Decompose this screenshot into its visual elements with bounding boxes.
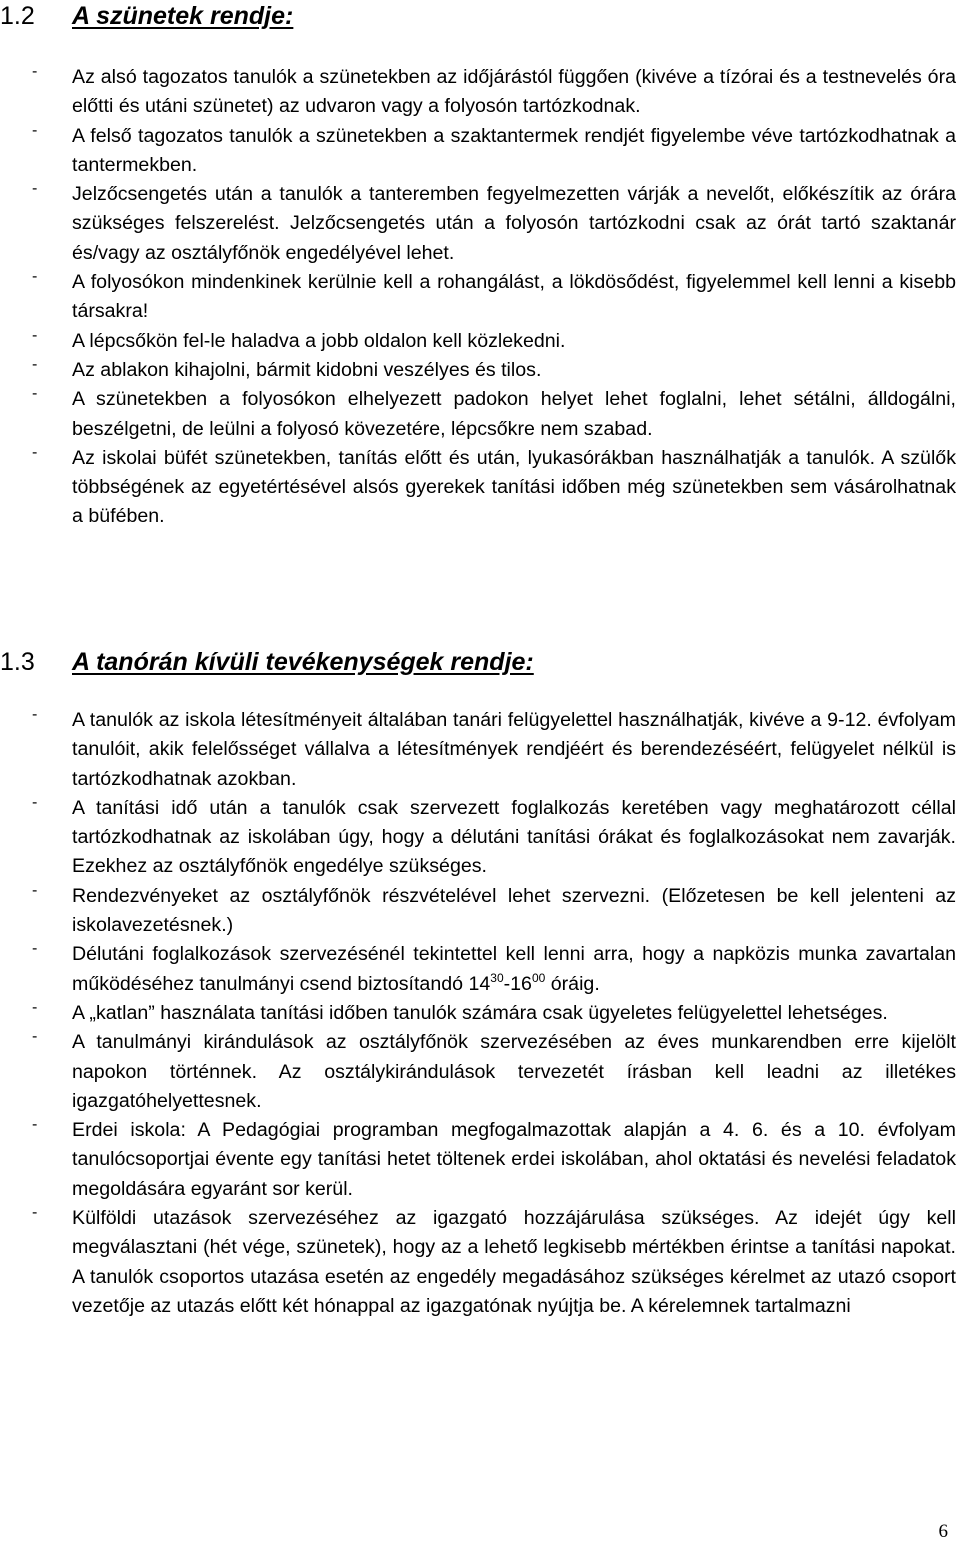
list-marker: -	[32, 1204, 38, 1222]
rules-list-breaks	[0, 63, 960, 532]
list-item-text	[72, 940, 956, 999]
list-item	[0, 1116, 956, 1204]
list-marker: -	[32, 268, 38, 286]
list-marker: -	[32, 940, 38, 958]
list-marker: -	[32, 180, 38, 198]
list-item-text: Az alsó tagozatos tanulók a szünetekben az időjárástól függően (kivéve a tízórai és a testnevelés óra előtti és utáni szünetet) az udvaron vagy a folyosón tartózkodnak.	[72, 66, 956, 118]
list-item-text: Külföldi utazások szervezéséhez az igazgató hozzájárulása szükséges. Az idejét úgy kell megválasztani (hét vége, szünetek), hogy az a lehető legkisebb mértékben érintse a tanítási napokat. A tanulók csoportos utazása esetén az engedély megadásához szükséges kérelmet az utazó csoport vezetője az utazás előtt két hónappal az igazgatónak nyújtja be. A kérelemnek tartalmazni	[72, 1207, 956, 1317]
list-marker: -	[32, 1028, 38, 1046]
list-item	[0, 1204, 956, 1321]
list-item	[0, 940, 956, 999]
section-title: A tanórán kívüli tevékenységek rendje:	[72, 648, 534, 676]
list-item-text: Jelzőcsengetés után a tanulók a tanteremben fegyelmezetten várják a nevelőt, előkészítik az órára szükséges felszerelést. Jelzőcsengetés után a folyosón tartózkodni csak az órát tartó szaktanár és/vagy az osztályfőnök engedélyével lehet.	[72, 183, 956, 264]
list-item-text: A lépcsőkön fel-le haladva a jobb oldalon kell közlekedni.	[72, 329, 566, 352]
list-item	[0, 268, 956, 327]
list-marker: -	[32, 706, 38, 723]
text-mid: -16	[503, 972, 532, 995]
list-item-text: A folyosókon mindenkinek kerülnie kell a rohangálást, a lökdösődést, figyelemmel kell lenni a kisebb társakra!	[72, 271, 956, 323]
section-title: A szünetek rendje:	[72, 2, 294, 30]
text-after: óráig.	[545, 972, 600, 995]
list-item-text: Erdei iskola: A Pedagógiai programban megfogalmazottak alapján a 4. 6. és a 10. évfolyam tanulócsoportjai évente egy tanítási hetet töltenek erdei iskolában, ahol oktatási és nevelési feladatok megoldására egyaránt sor kerül.	[72, 1119, 956, 1200]
list-item-text: A felső tagozatos tanulók a szünetekben a szaktantermek rendjét figyelembe véve tartózkodhatnak a tantermekben.	[72, 124, 956, 176]
superscript-minutes-start: 30	[490, 970, 504, 985]
list-item	[0, 999, 956, 1028]
list-marker: -	[32, 1116, 38, 1134]
list-marker: -	[32, 443, 38, 461]
list-marker: -	[32, 355, 38, 373]
section-number: 1.3	[0, 648, 35, 676]
list-item-text: Az ablakon kihajolni, bármit kidobni veszélyes és tilos.	[72, 358, 542, 381]
list-item	[0, 327, 956, 356]
list-item	[0, 385, 956, 444]
list-item	[0, 444, 956, 532]
list-marker: -	[32, 326, 38, 344]
list-item-text: Rendezvényeket az osztályfőnök részvételével lehet szervezni. (Előzetesen be kell jelenteni az iskolavezetésnek.)	[72, 884, 956, 937]
list-marker: -	[32, 385, 38, 403]
list-item	[0, 1028, 956, 1116]
superscript-minutes-end: 00	[531, 970, 546, 985]
list-marker: -	[32, 121, 38, 139]
rules-list-extracurricular	[0, 706, 960, 1321]
page-number: 6	[938, 1521, 948, 1542]
list-item-text: A tanulmányi kirándulások az osztályfőnök szervezésében az éves munkarendben erre kijelölt napokon történnek. Az osztálykirándulások tervezetét írásban kell leadni az illetékes igazgatóhelyettesnek.	[72, 1031, 956, 1112]
list-item	[0, 794, 956, 882]
list-marker: -	[32, 63, 38, 80]
list-item	[0, 122, 956, 181]
list-item-text: A „katlan” használata tanítási időben tanulók számára csak ügyeletes felügyelettel lehetséges.	[72, 1001, 888, 1024]
list-item	[0, 706, 956, 794]
list-item-text: A tanítási idő után a tanulók csak szervezett foglalkozás keretében vagy meghatározott céllal tartózkodhatnak az iskolában úgy, hogy a délutáni tanítási órákat és foglalkozásokat nem zavarják. Ezekhez az osztályfőnök engedélye szükséges.	[72, 796, 956, 878]
list-item-text: A szünetekben a folyosókon elhelyezett padokon helyet lehet foglalni, lehet sétálni, álldogálni, beszélgetni, de leülni a folyosó kövezetére, lépcsőkre nem szabad.	[72, 388, 956, 440]
list-marker: -	[32, 998, 38, 1016]
section-number: 1.2	[0, 2, 35, 30]
list-item	[0, 63, 956, 122]
list-item	[0, 882, 956, 941]
text-before: Délutáni foglalkozások szervezésénél tekintettel kell lenni arra, hogy a napközis munka zavartalan működéséhez tanulmányi csend biztosítandó 14	[72, 943, 956, 995]
list-item	[0, 180, 956, 268]
list-marker: -	[32, 793, 38, 811]
list-item-text: A tanulók az iskola létesítményeit általában tanári felügyelettel használhatják, kivéve a 9-12. évfolyam tanulóit, akik felelősséget vállalva a létesítmények rendjéért és berendezéséért, felügyelet nélkül is tartózkodhatnak azokban.	[72, 709, 956, 790]
list-marker: -	[32, 881, 38, 899]
list-item-text: Az iskolai büfét szünetekben, tanítás előtt és után, lyukasórákban használhatják a tanulók. A szülők többségének az egyetértésével alsós gyerekek tanítási időben még szünetekben sem vásárolhatnak a büfében.	[72, 446, 956, 528]
list-item	[0, 356, 956, 385]
